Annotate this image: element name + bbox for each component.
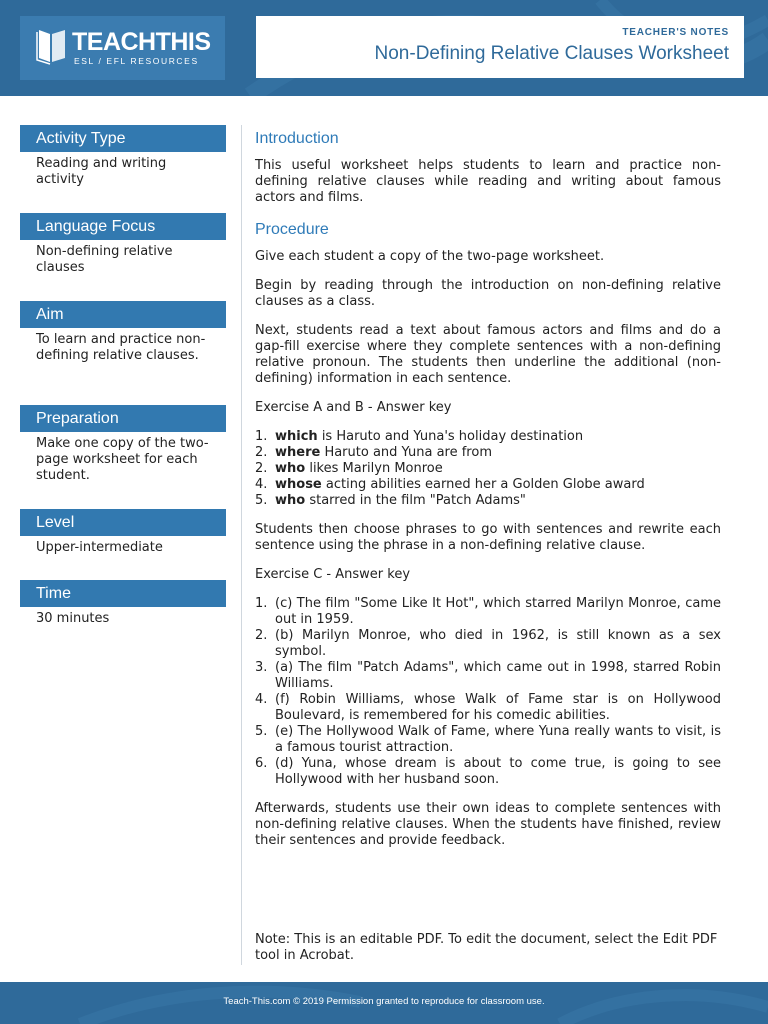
notes-kicker: TEACHER'S NOTES: [622, 27, 729, 38]
sidebar-text: Reading and writing activity: [36, 156, 167, 187]
answer-key-ab-list: [255, 429, 721, 509]
procedure-paragraph: Afterwards, students use their own ideas to complete sentences with non-defining relative clauses. When the students have finished, review their sentences and provide feedback.: [255, 801, 721, 848]
list-item: 4. whose acting abilities earned her a Golden Globe award: [255, 477, 645, 492]
sidebar-heading: Language Focus: [20, 213, 226, 240]
list-item: 6. (d) Yuna, whose dream is about to come true, is going to see Hollywood with her husband soon.: [255, 756, 721, 787]
page-header: [0, 0, 768, 96]
list-item: 1. which is Haruto and Yuna's holiday destination: [255, 429, 584, 444]
sidebar-text: Non-defining relative clauses: [36, 244, 173, 275]
sidebar-text: To learn and practice non-defining relative clauses.: [36, 332, 206, 363]
list-item: 5. (e) The Hollywood Walk of Fame, where Yuna really wants to visit, is a famous tourist attraction.: [255, 724, 721, 755]
list-item: 5. who starred in the film "Patch Adams": [255, 493, 526, 508]
answer-key-ab-label: Exercise A and B - Answer key: [255, 400, 452, 415]
answer-key-c-list: [255, 596, 721, 788]
sidebar-section-preparation: [20, 405, 226, 509]
page-footer: [0, 982, 768, 1024]
sidebar-section-activity-type: [20, 125, 226, 213]
brand-name: TEACHTHIS: [72, 28, 211, 56]
sidebar-heading: Time: [20, 580, 226, 607]
sidebar-section-language-focus: [20, 213, 226, 301]
sidebar-text: 30 minutes: [36, 611, 110, 626]
sidebar: [20, 125, 226, 640]
sidebar-heading: Activity Type: [20, 125, 226, 152]
sidebar-section-level: [20, 509, 226, 580]
list-item: 1. (c) The film "Some Like It Hot", which starred Marilyn Monroe, came out in 1959.: [255, 596, 721, 627]
brand-logo[interactable]: [20, 16, 225, 80]
list-item: 2. where Haruto and Yuna are from: [255, 445, 492, 460]
sidebar-text: Make one copy of the two-page worksheet for each student.: [36, 436, 209, 483]
title-panel: [256, 16, 744, 78]
sidebar-section-aim: [20, 301, 226, 405]
page-title: Non-Defining Relative Clauses Worksheet: [374, 43, 729, 64]
answer-key-c-label: Exercise C - Answer key: [255, 567, 411, 582]
list-item: 2. who likes Marilyn Monroe: [255, 461, 443, 476]
procedure-paragraph: Students then choose phrases to go with sentences and rewrite each sentence using the phrase in a non-defining relative clause.: [255, 522, 721, 553]
sidebar-heading: Preparation: [20, 405, 226, 432]
main-content: [255, 128, 721, 862]
sidebar-heading: Level: [20, 509, 226, 536]
list-item: 4. (f) Robin Williams, whose Walk of Fame star is on Hollywood Boulevard, is remembered for his comedic abilities.: [255, 692, 721, 723]
procedure-paragraph: Next, students read a text about famous actors and films and do a gap-fill exercise where they complete sentences with a non-defining relative pronoun. The students then underline the additional (non-defining) information in each sentence.: [255, 323, 721, 386]
brand-subtitle: ESL / EFL RESOURCES: [74, 56, 199, 66]
list-item: 3. (a) The film "Patch Adams", which came out in 1998, starred Robin Williams.: [255, 660, 721, 691]
sidebar-text: Upper-intermediate: [36, 540, 163, 555]
procedure-paragraph: Begin by reading through the introduction on non-defining relative clauses as a class.: [255, 278, 721, 309]
list-item: 2. (b) Marilyn Monroe, who died in 1962, is still known as a sex symbol.: [255, 628, 721, 659]
editable-pdf-note: Note: This is an editable PDF. To edit the document, select the Edit PDF tool in Acrobat.: [255, 932, 718, 963]
introduction-text: This useful worksheet helps students to learn and practice non-defining relative clauses while reading and writing about famous actors and films.: [255, 158, 721, 205]
procedure-heading: Procedure: [255, 221, 329, 238]
column-divider: [241, 125, 242, 965]
book-icon: [35, 26, 69, 66]
procedure-paragraph: Give each student a copy of the two-page worksheet.: [255, 249, 605, 264]
sidebar-section-time: [20, 580, 226, 640]
sidebar-heading: Aim: [20, 301, 226, 328]
copyright-text: Teach-This.com © 2019 Permission granted to reproduce for classroom use.: [223, 996, 545, 1007]
introduction-heading: Introduction: [255, 130, 339, 147]
